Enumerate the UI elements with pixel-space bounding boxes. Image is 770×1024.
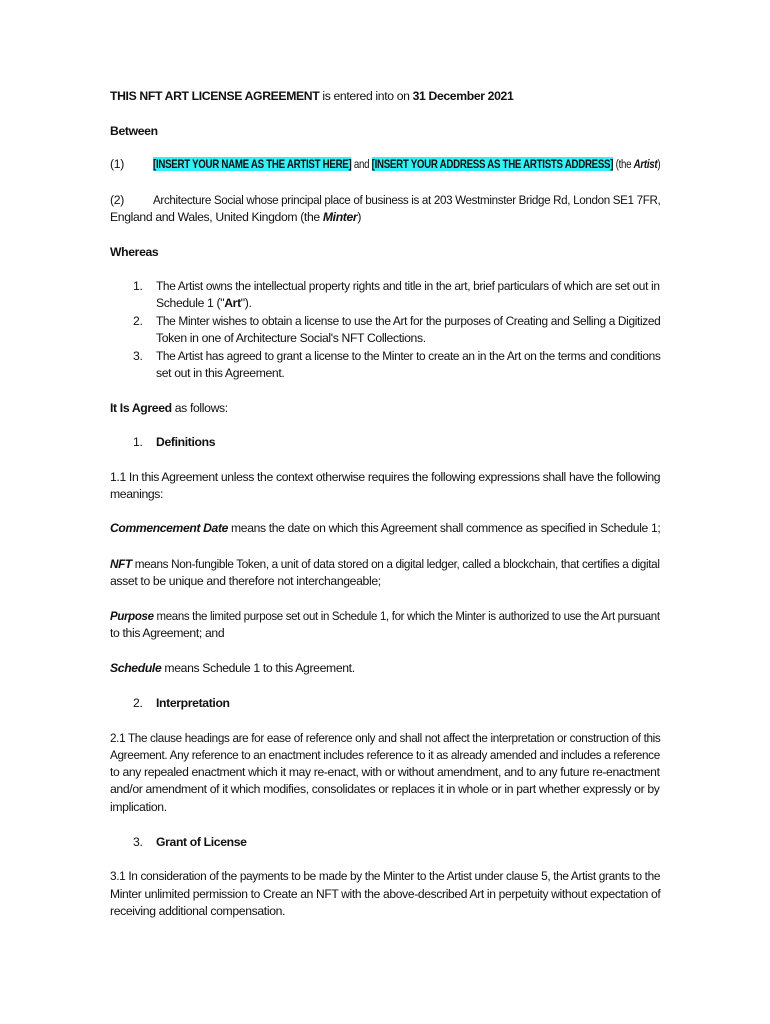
recital-2-line-2: Token in one of Architecture Social's NFT Collections. xyxy=(156,331,426,345)
commencement-date-term: Commencement Date xyxy=(110,521,229,535)
section-2-number: 2. xyxy=(133,696,143,710)
recital-3-number: 3. xyxy=(133,349,143,363)
grant-line: 3.1 In consideration of the payments to be made by the Minter to the Artist under clause 5, the Artist grants to the xyxy=(110,869,661,883)
nft-term: NFT xyxy=(110,557,132,571)
definition-nft-line-2: asset to be unique and therefore not interchangeable; xyxy=(110,574,381,588)
grant-line: Minter unlimited permission to Create an NFT with the above-described Art in perpetuity without expectation of xyxy=(110,887,661,901)
section-1-title: Definitions xyxy=(156,435,216,449)
recital-3-line-2: set out in this Agreement. xyxy=(156,366,285,380)
artist-name-placeholder: [INSERT YOUR NAME AS THE ARTIST HERE] xyxy=(153,157,352,171)
definition-schedule xyxy=(110,660,355,678)
definitions-intro-line-2: meanings: xyxy=(110,487,164,501)
definition-commencement-date xyxy=(110,520,660,538)
section-3-title: Grant of License xyxy=(156,835,247,849)
interpretation-line: to any repealed enactment which it may re-enact, with or without amendment, and to any future re-enactment xyxy=(110,765,660,779)
agreement-title: THIS NFT ART LICENSE AGREEMENT xyxy=(110,89,320,103)
intro-text: is entered into on xyxy=(319,89,413,103)
minter-term: Minter xyxy=(322,210,358,224)
party-1-line xyxy=(153,156,660,174)
party-2-line-2 xyxy=(110,209,361,227)
recital-1-line-1: The Artist owns the intellectual property rights and title in the art, brief particulars of which are set out in xyxy=(156,279,660,293)
party-1-post: ) xyxy=(657,157,661,171)
agreement-date: 31 December 2021 xyxy=(412,89,514,103)
definition-purpose-line-2: to this Agreement; and xyxy=(110,626,225,640)
between-heading: Between xyxy=(110,124,158,138)
party-2-line-1: Architecture Social whose principal place of business is at 203 Westminster Bridge Rd, London SE1 7FR, xyxy=(153,193,661,207)
agreed-rest: as follows: xyxy=(171,401,228,415)
definitions-intro-line-1: 1.1 In this Agreement unless the context otherwise requires the following expressions shall have the following xyxy=(110,470,661,484)
nft-text-1: means Non-fungible Token, a unit of data stored on a digital ledger, called a blockchain, that certifies a digital xyxy=(131,557,660,571)
commencement-date-text: means the date on which this Agreement shall commence as specified in Schedule 1; xyxy=(228,521,661,535)
recital-2-number: 2. xyxy=(133,314,143,328)
section-2-title: Interpretation xyxy=(156,696,230,710)
interpretation-line: Agreement. Any reference to an enactment includes reference to it as already amended and includes a reference xyxy=(110,748,660,762)
recital-1-number: 1. xyxy=(133,279,143,293)
whereas-heading: Whereas xyxy=(110,245,159,259)
artist-address-placeholder: [INSERT YOUR ADDRESS AS THE ARTISTS ADDRESS] xyxy=(371,157,614,171)
party-2-number: (2) xyxy=(110,193,124,207)
interpretation-line: implication. xyxy=(110,800,167,814)
interpretation-line: and/or amendment of it which modifies, consolidates or replaces it in whole or in part whether expressly or by xyxy=(110,782,660,796)
section-3-number: 3. xyxy=(133,835,143,849)
art-term: Art xyxy=(224,296,241,310)
definition-nft-line-1 xyxy=(110,556,660,574)
definition-purpose-line-1 xyxy=(110,608,660,626)
party-2-pre: England and Wales, United Kingdom (the xyxy=(110,210,323,224)
interpretation-line: 2.1 The clause headings are for ease of reference only and shall not affect the interpretation or construction of this xyxy=(110,731,661,745)
recital-3-line-1: The Artist has agreed to grant a license to the Minter to create an in the Art on the terms and conditions xyxy=(156,349,661,363)
recital-2-line-1: The Minter wishes to obtain a license to use the Art for the purposes of Creating and Selling a Digitized xyxy=(156,314,661,328)
purpose-text-1: means the limited purpose set out in Schedule 1, for which the Minter is authorized to use the Art pursuant xyxy=(153,609,660,623)
party-2-post: ) xyxy=(357,210,362,224)
section-1-number: 1. xyxy=(133,435,143,449)
schedule-text: means Schedule 1 to this Agreement. xyxy=(161,661,355,675)
recital-1-pre: Schedule 1 (" xyxy=(156,296,225,310)
recital-1-post: "). xyxy=(240,296,252,310)
purpose-term: Purpose xyxy=(110,609,154,623)
grant-line: receiving additional compensation. xyxy=(110,904,286,918)
artist-term: Artist xyxy=(633,157,658,171)
party-1-number: (1) xyxy=(110,157,124,171)
party-1-pre: (the xyxy=(613,157,634,171)
recital-1-line-2 xyxy=(156,295,252,313)
party-1-and: and xyxy=(351,157,372,171)
agreed-bold: It Is Agreed xyxy=(110,401,172,415)
intro-line xyxy=(110,88,513,106)
agreed-line xyxy=(110,400,228,418)
schedule-term: Schedule xyxy=(110,661,162,675)
